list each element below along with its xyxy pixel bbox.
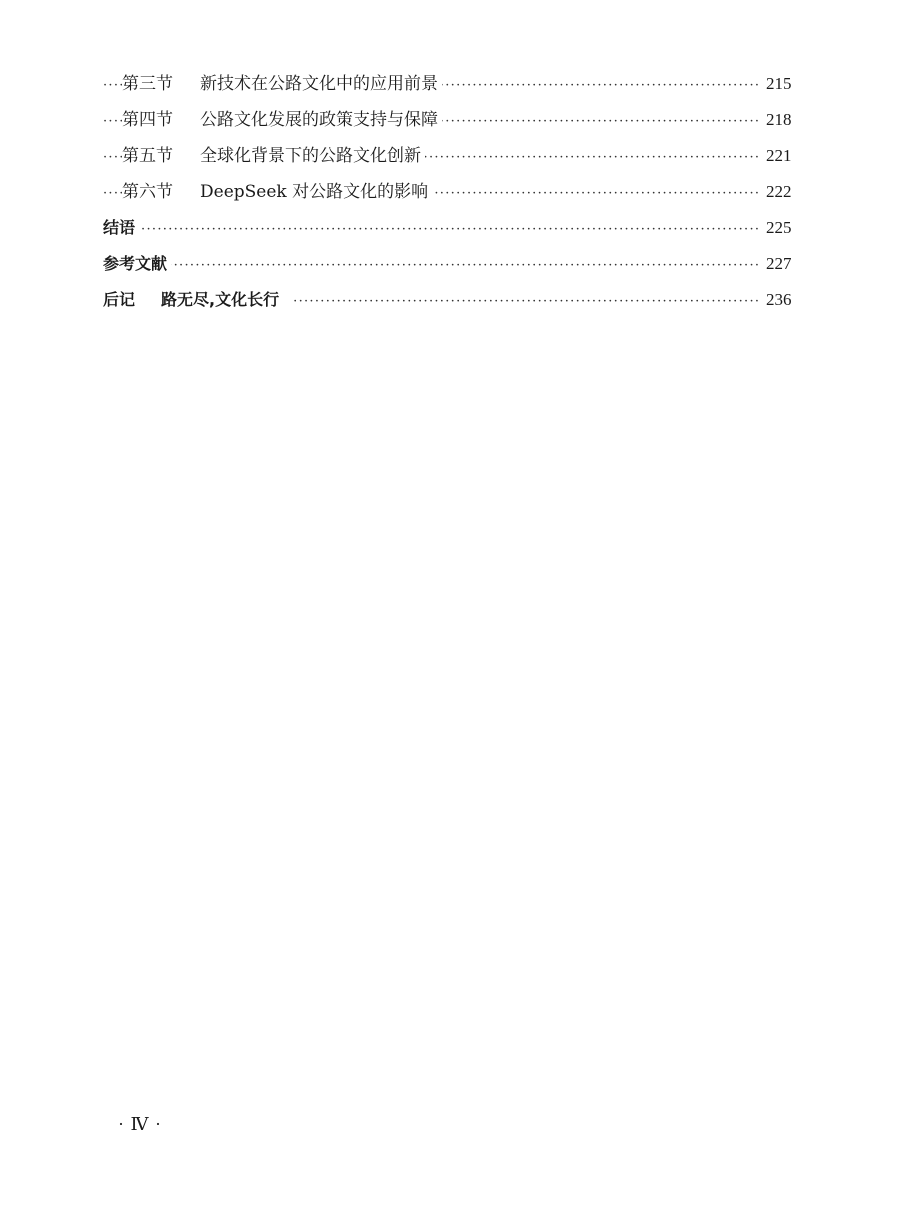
section-title: 全球化背景下的公路文化创新: [200, 146, 421, 166]
toc-entry-section-4[interactable]: [0, 102, 900, 138]
toc-entry-label: [122, 66, 442, 102]
toc-entry-references[interactable]: [0, 246, 900, 282]
toc-entry-label: [103, 210, 139, 246]
toc-entry-afterword[interactable]: [0, 282, 900, 318]
toc-entry-section-6[interactable]: [0, 174, 900, 210]
page-number: 218: [766, 102, 800, 138]
toc-entry-label: [122, 174, 432, 210]
toc-entry-label: [103, 246, 171, 282]
section-number: 第四节: [122, 110, 173, 130]
toc-entry-label: [122, 138, 425, 174]
chapter-title: 参考文献: [103, 254, 168, 273]
toc-entry-section-3[interactable]: [0, 66, 900, 102]
section-number: 第三节: [122, 74, 173, 94]
table-of-contents: [0, 66, 900, 318]
page-number: 222: [766, 174, 800, 210]
page-number: 227: [766, 246, 800, 282]
section-title: DeepSeek 对公路文化的影响: [200, 182, 429, 202]
chapter-title: 结语: [103, 218, 136, 237]
page-number: 215: [766, 66, 800, 102]
toc-entry-label: [122, 102, 442, 138]
page-number: 225: [766, 210, 800, 246]
section-title: 公路文化发展的政策支持与保障: [200, 110, 438, 130]
chapter-number: 后记: [103, 290, 136, 309]
page-number: 236: [766, 282, 800, 318]
section-title: 新技术在公路文化中的应用前景: [200, 74, 438, 94]
section-number: 第五节: [122, 146, 173, 166]
footer-page-number: · Ⅳ ·: [118, 1114, 162, 1134]
toc-entry-section-5[interactable]: [0, 138, 900, 174]
toc-entry-label: [103, 282, 293, 318]
section-number: 第六节: [122, 182, 173, 202]
dot-leader: [103, 246, 760, 282]
toc-entry-conclusion[interactable]: [0, 210, 900, 246]
chapter-title: 路无尽,文化长行: [161, 290, 280, 309]
dot-leader: [103, 210, 760, 246]
page-number: 221: [766, 138, 800, 174]
